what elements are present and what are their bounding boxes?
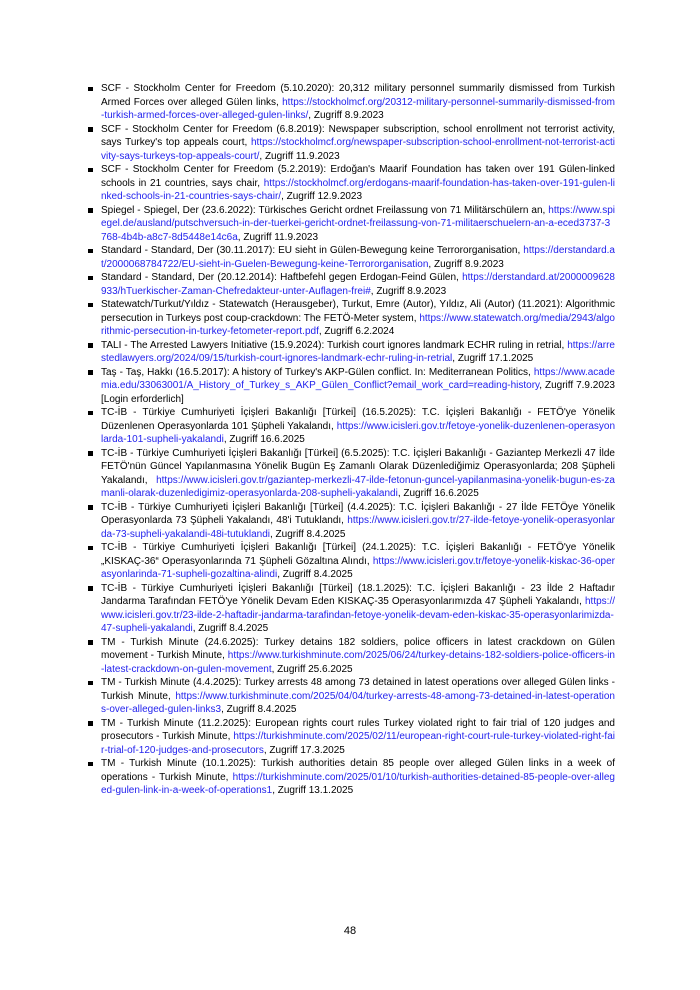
reference-text: , Zugriff 8.9.2023 xyxy=(370,285,447,297)
reference-text: TC-İB - Türkiye Cumhuriyeti İçişleri Bakanlığı [Türkei] (18.1.2025): T.C. İçişleri Bakanlığı - 23 İlde 2 Haftadır Jandarma Tarafından FETÖ'ye Yönelik Devam Eden KISKAÇ-35 Operasyonlarımızda 47 Şüpheli Yakalandı, xyxy=(101,582,615,607)
reference-item xyxy=(88,298,615,339)
reference-text: TM - Turkish Minute (24.6.2025): Turkey detains 182 soldiers, police officers in latest crackdown on Gülen movement - Turkish Minute, xyxy=(101,636,615,661)
reference-item xyxy=(88,366,615,407)
reference-text: , Zugriff 11.9.2023 xyxy=(259,150,340,162)
reference-text: , Zugriff 6.2.2024 xyxy=(318,326,395,337)
bullet-square-icon xyxy=(88,343,93,348)
reference-item xyxy=(88,123,615,164)
reference-text: , Zugriff 11.9.2023 xyxy=(237,231,319,243)
reference-text: TM - Turkish Minute (4.4.2025): Turkey arrests 48 among 73 detained in latest operations over alleged Gülen links - Turkish Minute, xyxy=(101,677,615,702)
bullet-square-icon xyxy=(88,586,93,591)
reference-link[interactable]: https://www.icisleri.gov.tr/fetoye-yonelik-duzenlenen-operasyonlarda-101-supheli-yakalandi xyxy=(101,420,615,445)
reference-text: , Zugriff 8.9.2023 xyxy=(428,258,504,270)
reference-text: Standard - Standard, Der (20.12.2014): Haftbefehl gegen Erdogan-Feind Gülen, xyxy=(101,272,463,283)
bullet-square-icon xyxy=(88,208,93,213)
reference-text: Statewatch/Turkut/Yıldız - Statewatch (Herausgeber), Turkut, Emre (Autor), Yıldız, Ali (Autor) (11.2021): Algorithmic persecution in Turkeys post coup-crackdown: The FETÖ-Meter system, xyxy=(101,299,615,324)
reference-item xyxy=(88,82,615,123)
reference-text: , Zugriff 8.4.2025 xyxy=(221,704,297,715)
reference-item xyxy=(88,636,615,677)
reference-text: Standard - Standard, Der (30.11.2017): EU sieht in Gülen-Bewegung keine Terrororganisation, xyxy=(101,245,524,256)
reference-text: , Zugriff 25.6.2025 xyxy=(271,663,353,675)
reference-text: TC-İB - Türkiye Cumhuriyeti İçişleri Bakanlığı [Türkei] (6.5.2025): T.C. İçişleri Bakanlığı - Gaziantep Merkezli 47 İlde FETÖ'nün Güncel Yapılanmasına Yönelik Bugün Eş Zamanlı Olarak Düzenlediğimiz Operasyonlarda; 208 Şüpheli Yakalandı, xyxy=(101,447,615,486)
reference-item xyxy=(88,204,615,245)
reference-item xyxy=(88,339,615,366)
bullet-square-icon xyxy=(88,249,93,254)
bullet-square-icon xyxy=(88,127,93,132)
reference-text: , Zugriff 13.1.2025 xyxy=(272,785,354,796)
bullet-square-icon xyxy=(88,762,93,767)
bullet-square-icon xyxy=(88,721,93,726)
reference-text: TC-İB - Türkiye Cumhuriyeti İçişleri Bakanlığı [Türkei] (4.4.2025): T.C. İçişleri Bakanlığı - 27 İlde FETÖye Yönelik Operasyonlarda 73 Şüpheli Yakalandı, 48'i Tutuklandı, xyxy=(101,501,615,526)
reference-text: TM - Turkish Minute (11.2.2025): European rights court rules Turkey violated right to fair trial of 120 judges and prosecutors - Turkish Minute, xyxy=(101,717,615,742)
reference-link[interactable]: https://arrestedlawyers.org/2024/09/15/turkish-court-ignores-landmark-echr-ruling-in-retrial xyxy=(101,339,615,364)
reference-link[interactable]: https://www.icisleri.gov.tr/23-ilde-2-haftadir-jandarma-tarafindan-fetoye-yonelik-devam-eden-kiskac-35-operasyonlarimizda-47-supheli-yakalandi xyxy=(101,596,615,634)
bullet-square-icon xyxy=(88,168,93,173)
reference-text: TC-İB - Türkiye Cumhuriyeti İçişleri Bakanlığı [Türkei] (16.5.2025): T.C. İçişleri Bakanlığı - FETÖ'ye Yönelik Düzenlenen Operasyonlarda 101 Şüpheli Yakalandı, xyxy=(101,407,615,432)
reference-text: , Zugriff 7.9.2023 [Login erforderlich] xyxy=(101,380,615,405)
reference-item xyxy=(88,501,615,542)
reference-text: , Zugriff 16.6.2025 xyxy=(397,488,479,499)
reference-link[interactable]: https://stockholmcf.org/20312-military-personnel-summarily-dismissed-from-turkish-armed-forces-over-alleged-gulen-links/ xyxy=(101,96,615,121)
bullet-square-icon xyxy=(88,681,93,686)
bullet-square-icon xyxy=(88,370,93,375)
bullet-square-icon xyxy=(88,546,93,551)
reference-text: TALI - The Arrested Lawyers Initiative (15.9.2024): Turkish court ignores landmark ECHR ruling in retrial, xyxy=(101,339,568,351)
bullet-square-icon xyxy=(88,87,93,92)
reference-text: , Zugriff 12.9.2023 xyxy=(281,191,363,202)
bullet-square-icon xyxy=(88,276,93,281)
reference-link[interactable]: https://www.turkishminute.com/2025/06/24/turkey-detains-182-soldiers-police-officers-in-latest-crackdown-on-gulen-movement xyxy=(101,650,615,675)
reference-link[interactable]: https://www.spiegel.de/ausland/putschversuch-in-der-tuerkei-gericht-ordnet-freilassung-von-71-militaerschuelern-an-a-eced3737-3768-4b4b-a8c7-8d5448e14c6a xyxy=(101,204,615,243)
reference-link[interactable]: https://www.academia.edu/33063001/A_History_of_Turkey_s_AKP_Gülen_Conflict?email_work_card=reading-history xyxy=(101,366,615,391)
bullet-square-icon xyxy=(88,303,93,308)
reference-text: , Zugriff 8.4.2025 xyxy=(270,528,346,540)
reference-text: SCF - Stockholm Center for Freedom (5.10.2020): 20,312 military personnel summarily dismissed from Turkish Armed Forces over alleged Gülen links, xyxy=(101,83,615,108)
reference-link[interactable]: https://www.icisleri.gov.tr/fetoye-yonelik-kiskac-36-operasyonlarinda-71-supheli-gozaltina-alindi xyxy=(101,555,615,580)
reference-link[interactable]: https://derstandard.at/2000009628933/hTuerkischer-Zaman-Chefredakteur-unter-Auflagen-frei# xyxy=(101,272,615,297)
reference-text: , Zugriff 8.4.2025 xyxy=(277,569,353,580)
reference-text: , Zugriff 17.3.2025 xyxy=(263,744,345,756)
bullet-square-icon xyxy=(88,640,93,645)
reference-link[interactable]: https://www.turkishminute.com/2025/04/04/turkey-arrests-48-among-73-detained-in-latest-operations-over-alleged-gulen-links3 xyxy=(101,690,615,715)
reference-link[interactable]: https://www.icisleri.gov.tr/gaziantep-merkezli-47-ilde-fetonun-guncel-yapilanmasina-yonelik-bugun-es-zamanli-olarak-duzenledigimiz-operasyonlarda-208-supheli-yakalandi xyxy=(101,474,615,499)
reference-link[interactable]: https://www.statewatch.org/media/2943/algorithmic-persecution-in-turkey-fetometer-report.pdf xyxy=(101,312,615,337)
reference-text: Spiegel - Spiegel, Der (23.6.2022): Türkisches Gericht ordnet Freilassung von 71 Militärschülern an, xyxy=(101,204,549,216)
reference-item xyxy=(88,406,615,447)
reference-text: Taş - Taş, Hakkı (16.5.2017): A history of Turkey's AKP-Gülen conflict. In: Mediterranean Politics, xyxy=(101,366,534,378)
reference-item xyxy=(88,541,615,582)
reference-text: SCF - Stockholm Center for Freedom (6.8.2019): Newspaper subscription, school enrollment not terrorist activity, says Turkey's top appeals court, xyxy=(101,123,615,148)
bullet-square-icon xyxy=(88,411,93,416)
reference-link[interactable]: https://stockholmcf.org/newspaper-subscription-school-enrollment-not-terrorist-activity-says-turkeys-top-appeals-court/ xyxy=(101,137,615,162)
reference-link[interactable]: https://stockholmcf.org/erdogans-maarif-foundation-has-taken-over-191-gulen-linked-schools-in-21-countries-says-chair/ xyxy=(101,177,615,202)
reference-link[interactable]: https://www.icisleri.gov.tr/27-ilde-fetoye-yonelik-operasyonlarda-73-supheli-yakalandi-48i-tutuklandi xyxy=(101,515,615,540)
reference-text: , Zugriff 16.6.2025 xyxy=(223,434,305,445)
bullet-square-icon xyxy=(88,451,93,456)
reference-item xyxy=(88,717,615,758)
reference-text: , Zugriff 8.4.2025 xyxy=(192,623,269,634)
reference-link[interactable]: https://derstandard.at/2000068784722/EU-sieht-in-Guelen-Bewegung-keine-Terrororganisation xyxy=(101,245,615,270)
reference-item xyxy=(88,244,615,271)
reference-list xyxy=(88,82,615,798)
bullet-square-icon xyxy=(88,505,93,510)
reference-item xyxy=(88,271,615,298)
reference-text: TM - Turkish Minute (10.1.2025): Turkish authorities detain 85 people over alleged Gülen links in a week of operations - Turkish Minute, xyxy=(101,758,615,783)
reference-text: TC-İB - Türkiye Cumhuriyeti İçişleri Bakanlığı [Türkei] (24.1.2025): T.C. İçişleri Bakanlığı - FETÖ'ye Yönelik „KISKAÇ-36“ Operasyonlarında 71 Şüpheli Gözaltına Alındı, xyxy=(101,542,615,567)
reference-text: , Zugriff 17.1.2025 xyxy=(452,353,534,364)
reference-item xyxy=(88,447,615,501)
reference-text: , Zugriff 8.9.2023 xyxy=(308,110,384,121)
reference-item xyxy=(88,757,615,798)
reference-item xyxy=(88,676,615,717)
reference-link[interactable]: https://turkishminute.com/2025/02/11/european-right-court-rule-turkey-violated-right-fair-trial-of-120-judges-and-prosecutors xyxy=(101,731,615,756)
reference-link[interactable]: https://turkishminute.com/2025/01/10/turkish-authorities-detained-85-people-over-alleged-gulen-link-in-a-week-of-operations1 xyxy=(101,771,615,796)
reference-item xyxy=(88,163,615,204)
reference-item xyxy=(88,582,615,636)
page-number: 48 xyxy=(343,925,357,937)
reference-text: SCF - Stockholm Center for Freedom (5.2.2019): Erdoğan's Maarif Foundation has taken over 191 Gülen-linked schools in 21 countries, says chair, xyxy=(101,164,615,189)
